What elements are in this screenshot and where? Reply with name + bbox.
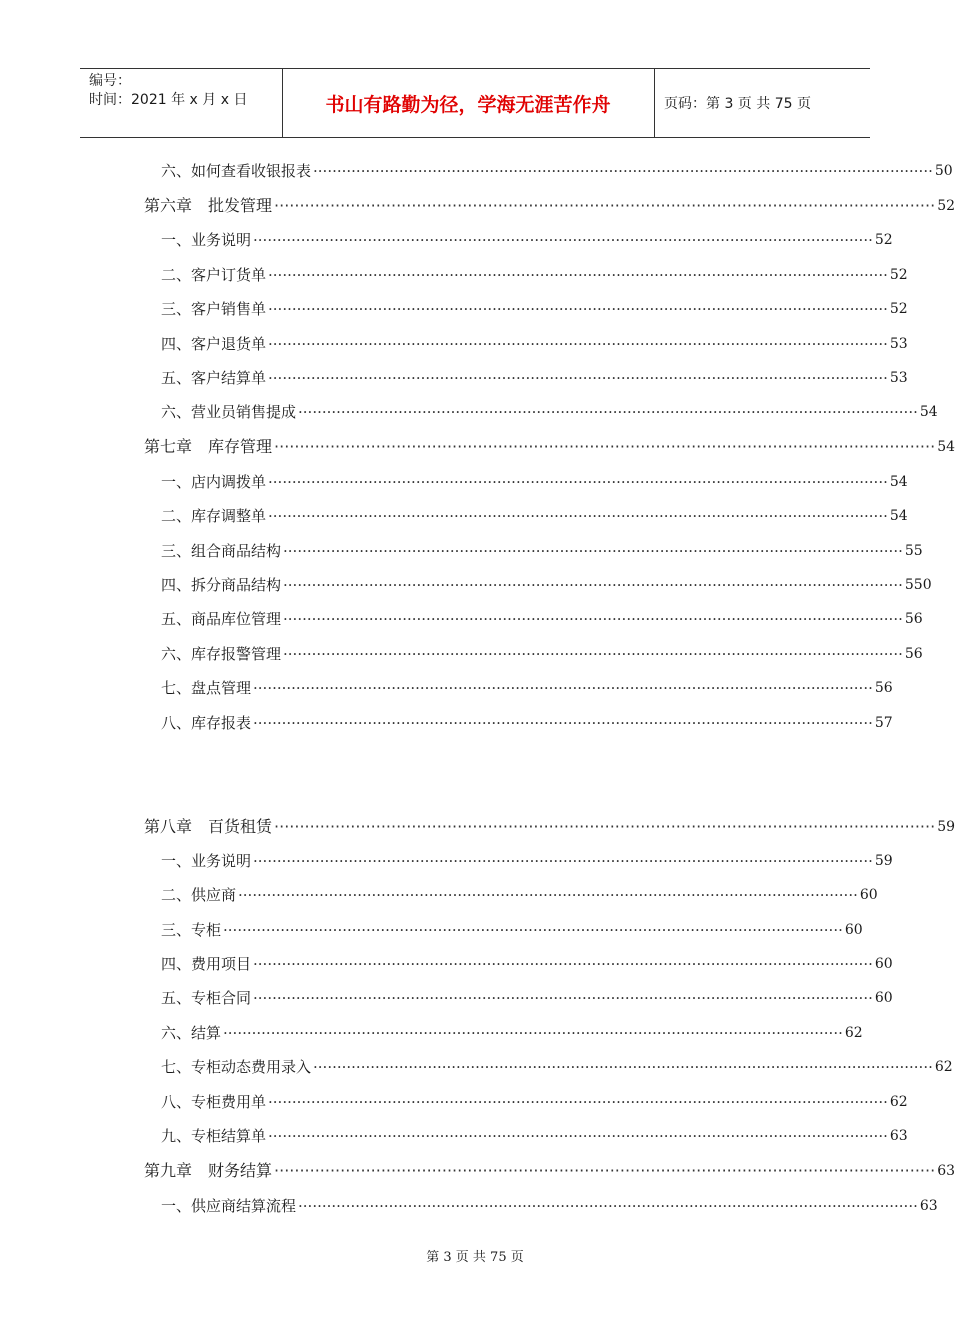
toc-dot-leader: ·································································································································· [253, 852, 873, 870]
toc-entry-page-number: 550 [904, 577, 932, 593]
toc-dot-leader: ·································································································································· [268, 300, 888, 318]
toc-dot-leader: ·································································································································· [274, 817, 936, 836]
toc-entry-title: 六、如何查看收银报表 [161, 162, 312, 180]
toc-section-entry[interactable] [161, 505, 908, 527]
toc-section-entry[interactable] [161, 574, 932, 596]
toc-dot-leader: ·································································································································· [238, 886, 858, 904]
toc-entry-title: 四、拆分商品结构 [161, 576, 282, 594]
toc-section-entry[interactable] [161, 987, 893, 1009]
toc-entry-title: 第八章 百货租赁 [144, 817, 273, 836]
toc-dot-leader: ·································································································································· [253, 231, 873, 249]
toc-entry-page-number: 63 [937, 1163, 955, 1179]
toc-section-entry[interactable] [161, 1125, 908, 1147]
toc-dot-leader: ·································································································································· [274, 1161, 936, 1180]
header-divider [654, 69, 655, 137]
toc-entry-page-number: 60 [844, 922, 863, 938]
toc-dot-leader: ·································································································································· [298, 1197, 918, 1215]
toc-entry-page-number: 60 [859, 887, 878, 903]
toc-dot-leader: ·································································································································· [283, 576, 903, 594]
toc-dot-leader: ·································································································································· [253, 714, 873, 732]
toc-entry-page-number: 53 [889, 370, 908, 386]
toc-entry-title: 二、客户订货单 [161, 266, 267, 284]
toc-entry-page-number: 54 [937, 439, 955, 455]
page-header [80, 68, 870, 138]
toc-entry-title: 五、商品库位管理 [161, 610, 282, 628]
toc-section-entry[interactable] [161, 401, 938, 423]
toc-chapter-entry[interactable] [144, 1160, 955, 1182]
serial-label: 编号： [89, 73, 131, 89]
toc-dot-leader: ·································································································································· [268, 369, 888, 387]
toc-entry-page-number: 63 [919, 1198, 938, 1214]
toc-entry-page-number: 62 [889, 1094, 908, 1110]
toc-dot-leader: ·································································································································· [298, 403, 918, 421]
toc-section-entry[interactable] [161, 367, 908, 389]
toc-entry-title: 第九章 财务结算 [144, 1161, 273, 1180]
toc-entry-title: 四、费用项目 [161, 955, 252, 973]
toc-entry-title: 第六章 批发管理 [144, 196, 273, 215]
toc-section-entry[interactable] [161, 953, 893, 975]
toc-section-entry[interactable] [161, 643, 923, 665]
toc-entry-title: 三、客户销售单 [161, 300, 267, 318]
toc-entry-title: 六、库存报警管理 [161, 645, 282, 663]
toc-section-entry[interactable] [161, 1056, 953, 1078]
toc-dot-leader: ·································································································································· [268, 266, 888, 284]
toc-section-entry[interactable] [161, 333, 908, 355]
toc-section-entry[interactable] [161, 264, 908, 286]
toc-dot-leader: ·································································································································· [283, 610, 903, 628]
toc-entry-page-number: 52 [937, 198, 955, 214]
toc-entry-title: 三、组合商品结构 [161, 542, 282, 560]
toc-dot-leader: ·································································································································· [283, 645, 903, 663]
toc-entry-title: 八、库存报表 [161, 714, 252, 732]
toc-section-entry[interactable] [161, 850, 893, 872]
toc-section-entry[interactable] [161, 471, 908, 493]
toc-entry-title: 六、营业员销售提成 [161, 403, 297, 421]
header-meta-cell [80, 69, 282, 137]
toc-section-entry[interactable] [161, 1195, 938, 1217]
toc-entry-page-number: 52 [874, 232, 893, 248]
toc-dot-leader: ·································································································································· [268, 507, 888, 525]
toc-entry-title: 一、供应商结算流程 [161, 1197, 297, 1215]
toc-entry-title: 六、结算 [161, 1024, 222, 1042]
toc-entry-title: 七、盘点管理 [161, 679, 252, 697]
toc-entry-page-number: 63 [889, 1128, 908, 1144]
toc-entry-page-number: 59 [937, 819, 955, 835]
toc-chapter-entry[interactable] [144, 816, 955, 838]
toc-section-entry[interactable] [161, 160, 953, 182]
toc-dot-leader: ·································································································································· [268, 473, 888, 491]
toc-entry-page-number: 54 [919, 404, 938, 420]
toc-entry-title: 八、专柜费用单 [161, 1093, 267, 1111]
toc-entry-title: 二、库存调整单 [161, 507, 267, 525]
toc-entry-title: 五、专柜合同 [161, 989, 252, 1007]
toc-entry-page-number: 54 [889, 474, 908, 490]
toc-entry-page-number: 56 [904, 646, 923, 662]
toc-section-entry[interactable] [161, 677, 893, 699]
toc-entry-page-number: 50 [934, 163, 953, 179]
toc-entry-title: 一、业务说明 [161, 852, 252, 870]
toc-section-entry[interactable] [161, 884, 878, 906]
toc-dot-leader: ·································································································································· [223, 1024, 843, 1042]
toc-entry-title: 七、专柜动态费用录入 [161, 1058, 312, 1076]
toc-dot-leader: ·································································································································· [268, 335, 888, 353]
toc-section-entry[interactable] [161, 712, 893, 734]
toc-dot-leader: ·································································································································· [268, 1093, 888, 1111]
toc-entry-page-number: 53 [889, 336, 908, 352]
toc-section-entry[interactable] [161, 919, 863, 941]
toc-dot-leader: ·································································································································· [253, 989, 873, 1007]
toc-section-entry[interactable] [161, 298, 908, 320]
toc-section-entry[interactable] [161, 608, 923, 630]
toc-dot-leader: ·································································································································· [313, 162, 933, 180]
header-page-info: 页码：第 3 页 共 75 页 [664, 96, 811, 112]
toc-entry-page-number: 56 [904, 611, 923, 627]
toc-entry-page-number: 52 [889, 267, 908, 283]
toc-dot-leader: ·································································································································· [283, 542, 903, 560]
toc-entry-page-number: 55 [904, 543, 923, 559]
toc-entry-page-number: 52 [889, 301, 908, 317]
toc-entry-title: 五、客户结算单 [161, 369, 267, 387]
toc-dot-leader: ·································································································································· [274, 437, 936, 456]
toc-entry-title: 一、店内调拨单 [161, 473, 267, 491]
toc-entry-page-number: 60 [874, 956, 893, 972]
toc-dot-leader: ·································································································································· [223, 921, 843, 939]
toc-entry-page-number: 60 [874, 990, 893, 1006]
toc-section-entry[interactable] [161, 1091, 908, 1113]
toc-entry-page-number: 62 [934, 1059, 953, 1075]
toc-entry-title: 二、供应商 [161, 886, 237, 904]
toc-dot-leader: ·································································································································· [313, 1058, 933, 1076]
toc-dot-leader: ·································································································································· [268, 1127, 888, 1145]
toc-entry-title: 九、专柜结算单 [161, 1127, 267, 1145]
toc-section-entry[interactable] [161, 540, 923, 562]
header-motto: 书山有路勤为径，学海无涯苦作舟 [325, 93, 611, 116]
toc-entry-page-number: 56 [874, 680, 893, 696]
toc-entry-title: 第七章 库存管理 [144, 437, 273, 456]
toc-dot-leader: ·································································································································· [274, 196, 936, 215]
toc-dot-leader: ·································································································································· [253, 679, 873, 697]
toc-chapter-entry[interactable] [144, 195, 955, 217]
page-footer: 第 3 页 共 75 页 [426, 1250, 524, 1265]
toc-section-entry[interactable] [161, 1022, 863, 1044]
toc-dot-leader: ·································································································································· [253, 955, 873, 973]
toc-chapter-entry[interactable] [144, 436, 955, 458]
toc-entry-title: 四、客户退货单 [161, 335, 267, 353]
toc-entry-page-number: 59 [874, 853, 893, 869]
toc-entry-page-number: 62 [844, 1025, 863, 1041]
toc-entry-page-number: 57 [874, 715, 893, 731]
toc-section-entry[interactable] [161, 229, 893, 251]
toc-entry-title: 一、业务说明 [161, 231, 252, 249]
toc-entry-title: 三、专柜 [161, 921, 222, 939]
date-label: 时间：2021 年 x 月 x 日 [89, 92, 248, 108]
toc-entry-page-number: 54 [889, 508, 908, 524]
